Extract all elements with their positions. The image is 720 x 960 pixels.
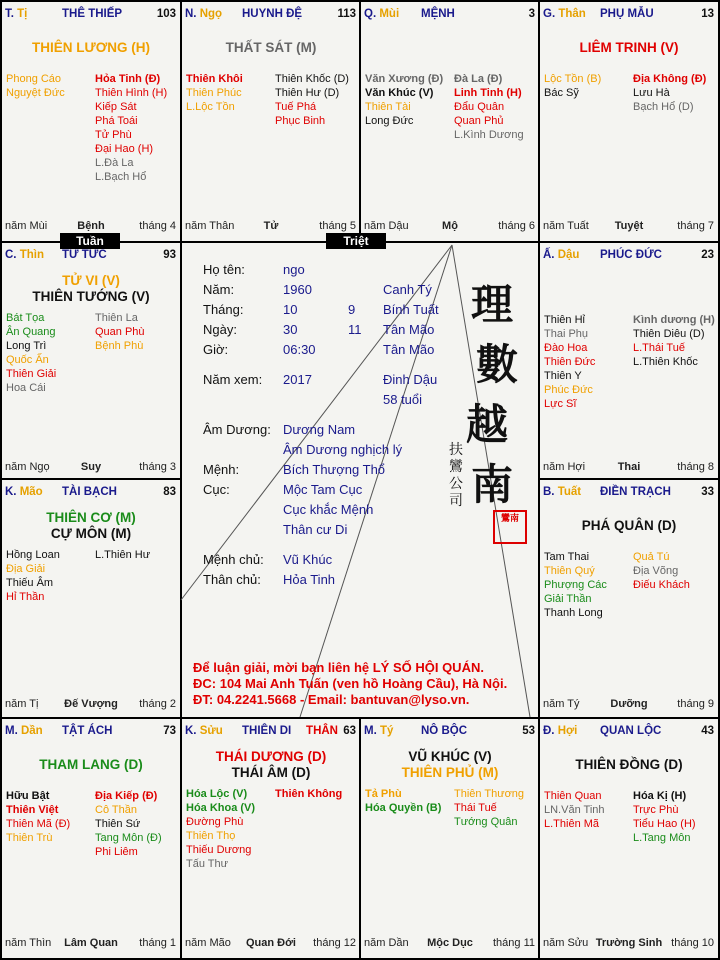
triet-tag: Triệt <box>326 233 386 249</box>
branch-chi: Tuất <box>557 486 582 498</box>
menh-value: Bích Thượng Thổ <box>283 462 386 477</box>
palace-name: QUAN LỘC <box>600 725 662 737</box>
palace-number: 53 <box>522 725 535 737</box>
gio-can-chi: Tân Mão <box>383 342 435 357</box>
minor-star: Địa Không (Đ) <box>633 73 707 85</box>
minor-star: Tử Phù <box>95 129 132 141</box>
palace-name: PHỤ MẪU <box>600 8 654 20</box>
palace-cycle: Tử <box>263 220 279 232</box>
palace-month: tháng 4 <box>139 220 176 232</box>
am-duong-note: Âm Dương nghịch lý <box>283 442 403 457</box>
tuoi-value: 58 tuổi <box>383 392 423 407</box>
minor-stars-right <box>275 787 342 801</box>
nam-value: 1960 <box>283 282 312 297</box>
minor-star: Lực Sĩ <box>544 398 577 410</box>
palace-year: năm Tị <box>5 698 39 710</box>
center-info-panel <box>181 242 538 717</box>
minor-stars-left <box>6 311 56 395</box>
minor-stars-right <box>454 787 524 829</box>
small-calligraphy-char: 鸞 <box>449 459 463 475</box>
palace-number: 3 <box>528 8 535 20</box>
minor-star: Quả Tú <box>633 551 670 563</box>
palace-tuat[interactable] <box>540 480 718 718</box>
am-duong-label: Âm Dương: <box>203 422 271 437</box>
branch-can: M. <box>364 725 377 737</box>
nam-label: Năm: <box>203 282 235 297</box>
minor-star: Thiên Quan <box>544 790 602 802</box>
branch-chi: Tý <box>379 725 394 737</box>
minor-star: Bạch Hổ (D) <box>633 101 694 113</box>
palace-year: năm Ngọ <box>5 461 50 473</box>
thang-label: Tháng: <box>203 302 244 317</box>
minor-star: Địa Giải <box>6 563 46 575</box>
gio-label: Giờ: <box>203 342 229 357</box>
minor-star: Địa Võng <box>633 565 679 577</box>
nam-xem-can-chi: Đinh Dậu <box>383 372 438 387</box>
palace-month: tháng 12 <box>313 937 356 949</box>
minor-star: Hữu Bật <box>6 790 50 802</box>
palace-cycle: Thai <box>617 461 641 473</box>
branch-chi: Tị <box>17 8 28 20</box>
palace-number: 73 <box>163 725 176 737</box>
minor-star: Phục Binh <box>275 115 326 127</box>
minor-star: Tả Phù <box>365 788 402 800</box>
minor-star: Thiên Giải <box>6 368 57 380</box>
minor-star: Tuế Phá <box>275 101 317 113</box>
main-star: THIÊN CƠ (M) <box>46 510 136 525</box>
palace-month: tháng 6 <box>498 220 535 232</box>
ngay-label: Ngày: <box>203 322 237 337</box>
minor-star: Quan Phù <box>95 326 145 338</box>
minor-star: Kiếp Sát <box>95 101 137 113</box>
minor-star: Thái Tuế <box>454 802 497 814</box>
palace-month: tháng 11 <box>492 937 535 949</box>
palace-year: năm Dần <box>364 937 409 949</box>
branch-chi: Dậu <box>557 249 580 261</box>
palace-cycle: Tuyệt <box>614 220 644 232</box>
palace-ty[interactable] <box>361 719 539 957</box>
palace-suu[interactable] <box>182 719 360 957</box>
branch-can: N. <box>185 8 197 20</box>
palace-name: TỬ TỨC <box>62 249 107 261</box>
palace-dan[interactable] <box>2 719 180 957</box>
palace-name: ĐIỀN TRẠCH <box>600 486 671 498</box>
main-star: THÁI DƯƠNG (D) <box>215 749 327 764</box>
palace-cycle: Mộ <box>442 220 458 232</box>
thang-can-chi: Bính Tuất <box>383 302 439 317</box>
palace-cycle: Mộc Dục <box>427 937 473 949</box>
palace-number: 33 <box>701 486 714 498</box>
branch-can: T. <box>5 8 14 20</box>
minor-star: Hóa Kị (H) <box>633 790 687 802</box>
minor-star: Thiên Diêu (D) <box>633 328 705 340</box>
minor-star: Thiên Việt <box>6 804 59 816</box>
thang-value: 10 <box>283 302 298 317</box>
minor-star: Thiên Thương <box>454 788 525 800</box>
minor-stars-right <box>454 72 524 142</box>
main-star: CỰ MÔN (M) <box>50 526 132 541</box>
minor-star: Cô Thần <box>95 804 137 816</box>
minor-stars-right <box>275 72 349 128</box>
branch-can: G. <box>543 8 556 20</box>
palace-name: TẬT ÁCH <box>62 725 113 737</box>
palace-branch <box>543 8 586 20</box>
tuan-tag: Tuần <box>60 233 120 249</box>
minor-stars-right <box>633 550 690 592</box>
palace-cycle: Dưỡng <box>610 698 648 710</box>
palace-thin[interactable] <box>2 243 180 481</box>
minor-star: Thiên Hỉ <box>544 314 585 326</box>
minor-stars-left <box>544 789 605 831</box>
minor-stars-left <box>544 550 607 620</box>
minor-star: Đào Hoa <box>544 342 588 354</box>
palace-mao[interactable] <box>2 480 180 718</box>
minor-star: L.Thiên Mã <box>544 818 600 830</box>
main-star: THIÊN PHỦ (M) <box>401 765 499 780</box>
minor-star: Thiên Hình (H) <box>95 87 168 99</box>
than-cu: Thân cư Di <box>283 522 348 537</box>
nam-can-chi: Canh Tý <box>383 282 432 297</box>
minor-star: Thiên Đức <box>544 356 596 368</box>
menh-chu-label: Mệnh chủ: <box>203 552 264 567</box>
minor-star: Tấu Thư <box>186 858 229 870</box>
minor-stars-right <box>633 313 715 369</box>
branch-chi: Mão <box>19 486 43 498</box>
palace-branch <box>543 486 581 498</box>
main-star: THÁI ÂM (D) <box>231 765 311 780</box>
palace-ngo[interactable] <box>182 2 360 240</box>
branch-chi: Hợi <box>557 725 578 737</box>
ho-ten-label: Họ tên: <box>203 262 245 277</box>
branch-chi: Mùi <box>379 8 400 20</box>
palace-year: năm Thìn <box>5 937 52 949</box>
minor-star: L.Thái Tuế <box>633 342 685 354</box>
palace-number: 13 <box>701 8 714 20</box>
minor-star: Tiểu Hao (H) <box>633 818 696 830</box>
minor-star: Lộc Tồn (B) <box>544 73 602 85</box>
branch-can: K. <box>185 725 197 737</box>
contact-line-3[interactable]: ĐT: 04.2241.5668 - Email: bantuvan@lyso.vn. <box>193 692 470 707</box>
minor-star: Thiên Khốc (D) <box>275 73 349 85</box>
palace-name: MỆNH <box>421 8 455 20</box>
palace-month: tháng 3 <box>139 461 176 473</box>
minor-star: Thiên Không <box>275 788 343 800</box>
minor-stars-left <box>544 313 595 411</box>
branch-can: C. <box>5 249 17 261</box>
palace-year: năm Dậu <box>364 220 409 232</box>
minor-star: Thiếu Dương <box>186 844 252 856</box>
minor-star: LN.Văn Tinh <box>544 804 605 816</box>
minor-stars-left <box>365 72 443 128</box>
palace-month: tháng 7 <box>677 220 714 232</box>
main-star: LIÊM TRINH (V) <box>579 40 679 55</box>
minor-stars-left <box>186 72 243 114</box>
main-star: TỬ VI (V) <box>62 273 120 288</box>
minor-stars-right <box>633 789 696 845</box>
palace-month: tháng 8 <box>677 461 714 473</box>
palace-cycle: Quan Đới <box>246 937 296 949</box>
minor-star: Thiên Tài <box>365 101 411 113</box>
than-chu-label: Thân chủ: <box>203 572 261 587</box>
minor-star: Thiên Mã (Đ) <box>6 818 71 830</box>
palace-year: năm Sửu <box>543 937 589 949</box>
minor-star: Thai Phụ <box>544 328 589 340</box>
minor-star: L.Thiên Khốc <box>633 356 698 368</box>
cuc-label: Cục: <box>203 482 230 497</box>
minor-star: Phúc Đức <box>544 384 593 396</box>
minor-star: Tướng Quân <box>454 816 518 828</box>
branch-can: Đ. <box>543 725 555 737</box>
palace-ti[interactable] <box>2 2 180 240</box>
minor-stars-left <box>544 72 601 100</box>
minor-stars-right <box>95 311 145 353</box>
thang-am: 9 <box>348 302 356 317</box>
main-star: VŨ KHÚC (V) <box>408 749 492 764</box>
minor-star: Đại Hao (H) <box>95 143 154 155</box>
minor-star: Nguyệt Đức <box>6 87 65 99</box>
palace-number: 23 <box>701 249 714 261</box>
ngay-am: 11 <box>348 322 362 337</box>
palace-hoi[interactable] <box>540 719 718 957</box>
palace-cycle: Đế Vượng <box>64 698 118 710</box>
minor-star: Hỉ Thần <box>6 591 45 603</box>
minor-stars-right <box>95 789 162 859</box>
calligraphy-char: 數 <box>476 340 519 389</box>
minor-star: L.Đà La <box>95 157 134 169</box>
palace-number: 103 <box>156 8 176 20</box>
palace-name: THÊ THIẾP <box>62 8 123 20</box>
nam-xem-label: Năm xem: <box>203 372 263 387</box>
palace-name: NÔ BỘC <box>421 725 467 737</box>
minor-stars-left <box>6 72 65 100</box>
palace-number: 43 <box>701 725 714 737</box>
minor-stars-left <box>186 787 255 871</box>
minor-star: Thiên Thọ <box>186 830 236 842</box>
minor-star: Thiên La <box>95 312 138 324</box>
minor-star: Thanh Long <box>544 607 603 619</box>
minor-star: Đường Phù <box>186 816 244 828</box>
main-star: THAM LANG (D) <box>39 757 143 772</box>
branch-can: B. <box>543 486 555 498</box>
small-calligraphy-char: 扶 <box>449 442 463 458</box>
minor-stars-right <box>633 72 706 114</box>
minor-star: L.Lộc Tồn <box>186 101 235 113</box>
palace-name: TÀI BẠCH <box>62 486 117 498</box>
minor-star: L.Tang Môn <box>633 832 691 844</box>
palace-mui[interactable] <box>361 2 539 240</box>
contact-line-2: ĐC: 104 Mai Anh Tuấn (ven hồ Hoàng Cầu), Hà Nội. <box>193 676 508 691</box>
palace-name: HUYNH ĐỆ <box>242 8 303 20</box>
minor-star: Văn Xương (Đ) <box>365 73 444 85</box>
main-star: THIÊN ĐỒNG (D) <box>575 757 683 772</box>
minor-star: Long Trì <box>6 340 47 352</box>
palace-year: năm Thân <box>185 220 235 232</box>
ngay-value: 30 <box>283 322 298 337</box>
palace-dau[interactable] <box>540 243 718 481</box>
main-star: THIÊN TƯỚNG (V) <box>32 289 150 304</box>
palace-branch <box>5 249 44 261</box>
main-star: PHÁ QUÂN (D) <box>581 518 677 533</box>
minor-star: Thiên Sứ <box>95 818 141 830</box>
minor-star: Bác Sỹ <box>544 87 579 99</box>
contact-line-1: Để luận giải, mời bạn liên hệ LÝ SỐ HỘI QUÁN. <box>193 660 484 675</box>
palace-number: 63 <box>343 725 356 737</box>
palace-month: tháng 9 <box>677 698 714 710</box>
minor-star: Quốc Ấn <box>6 354 49 366</box>
main-star: THIÊN LƯƠNG (H) <box>32 40 150 55</box>
palace-cycle: Bệnh <box>77 220 105 232</box>
minor-star: Trực Phù <box>633 804 679 816</box>
than-chu-value: Hỏa Tinh <box>283 572 336 587</box>
minor-star: Hồng Loan <box>6 549 60 561</box>
palace-number: 113 <box>337 8 356 20</box>
branch-can: M. <box>5 725 18 737</box>
branch-can: K. <box>5 486 17 498</box>
minor-stars-right <box>95 72 167 184</box>
minor-star: Hóa Khoa (V) <box>186 802 256 814</box>
calligraphy-char: 越 <box>466 400 509 449</box>
palace-cycle: Trường Sinh <box>595 937 663 949</box>
branch-chi: Thìn <box>19 249 44 261</box>
gio-value: 06:30 <box>283 342 316 357</box>
minor-star: Lưu Hà <box>633 87 670 99</box>
minor-stars-left <box>6 789 70 845</box>
minor-star: Hóa Quyền (B) <box>365 802 442 814</box>
palace-number: 93 <box>163 249 176 261</box>
minor-star: Hoa Cái <box>6 382 46 394</box>
minor-star: Văn Khúc (V) <box>365 87 434 99</box>
minor-star: Kình dương (H) <box>633 314 715 326</box>
minor-star: Hỏa Tinh (Đ) <box>95 73 161 85</box>
palace-branch <box>364 8 399 20</box>
palace-than[interactable] <box>540 2 718 240</box>
palace-month: tháng 2 <box>139 698 176 710</box>
cuc-note: Cục khắc Mệnh <box>283 502 374 517</box>
minor-star: Địa Kiếp (Đ) <box>95 790 158 802</box>
nam-xem-value: 2017 <box>283 372 312 387</box>
minor-star: Thiên Quý <box>544 565 595 577</box>
branch-chi: Thân <box>558 8 586 20</box>
palace-year: năm Hợi <box>543 461 586 473</box>
minor-star: Thiên Phúc <box>186 87 242 99</box>
menh-label: Mệnh: <box>203 462 240 477</box>
minor-star: Hóa Lộc (V) <box>186 788 248 800</box>
palace-year: năm Mùi <box>5 220 48 232</box>
palace-year: năm Tuất <box>543 220 589 232</box>
minor-star: Phong Cáo <box>6 73 62 85</box>
minor-star: Ân Quang <box>6 326 56 338</box>
palace-year: năm Mão <box>185 937 231 949</box>
palace-branch <box>543 249 579 261</box>
palace-month: tháng 1 <box>139 937 176 949</box>
minor-star: Thiên Y <box>544 370 582 382</box>
minor-star: Thiên Hư (D) <box>275 87 340 99</box>
minor-stars-left <box>6 548 60 604</box>
small-calligraphy <box>449 442 463 510</box>
palace-month: tháng 10 <box>671 937 714 949</box>
minor-star: Bệnh Phù <box>95 340 144 352</box>
calligraphy-char: 南 <box>471 460 514 509</box>
palace-cycle: Lâm Quan <box>64 937 118 949</box>
palace-number: 83 <box>163 486 176 498</box>
minor-star: Phá Toái <box>95 115 138 127</box>
minor-star: Phượng Các <box>544 579 607 591</box>
minor-star: Quan Phủ <box>454 115 504 127</box>
minor-star: Tam Thai <box>544 551 590 563</box>
minor-star: Long Đức <box>365 115 414 127</box>
ho-ten-value: ngo <box>283 262 305 277</box>
small-calligraphy-char: 司 <box>449 493 463 509</box>
palace-month: tháng 5 <box>319 220 356 232</box>
branch-can: Q. <box>364 8 377 20</box>
menh-chu-value: Vũ Khúc <box>283 552 333 567</box>
than-tag: THÂN <box>306 725 338 737</box>
cuc-value: Mộc Tam Cục <box>283 482 363 497</box>
branch-can: Ấ. <box>543 249 555 261</box>
minor-star: Thiếu Âm <box>6 577 54 589</box>
ngay-can-chi: Tân Mão <box>383 322 435 337</box>
palace-year: năm Tý <box>543 698 580 710</box>
palace-branch <box>5 8 27 20</box>
palace-branch <box>185 725 223 737</box>
palace-name: THIÊN DI <box>242 725 292 737</box>
palace-name: PHÚC ĐỨC <box>600 249 662 261</box>
am-duong-value: Dương Nam <box>283 422 356 437</box>
small-calligraphy-char: 公 <box>449 476 463 492</box>
palace-branch <box>543 725 577 737</box>
minor-star: L.Bạch Hổ <box>95 171 147 183</box>
calligraphy-char: 理 <box>471 280 514 329</box>
minor-star: Điếu Khách <box>633 579 690 591</box>
minor-star: Thiên Trù <box>6 832 53 844</box>
minor-star: Phi Liêm <box>95 846 138 858</box>
palace-branch <box>5 725 43 737</box>
minor-stars-left <box>365 787 441 815</box>
branch-chi: Sửu <box>199 725 223 737</box>
minor-star: L.Kình Dương <box>454 129 524 141</box>
minor-star: Giải Thần <box>544 593 592 605</box>
branch-chi: Ngọ <box>199 8 223 20</box>
minor-star: Linh Tinh (H) <box>454 87 522 99</box>
palace-branch <box>364 725 393 737</box>
minor-star: Bát Tọa <box>6 312 45 324</box>
main-star: THẤT SÁT (M) <box>225 40 317 55</box>
minor-star: Tang Môn (Đ) <box>95 832 162 844</box>
red-seal: 鸞南 <box>493 510 527 544</box>
minor-star: L.Thiên Hư <box>95 549 151 561</box>
minor-star: Đẩu Quân <box>454 101 505 113</box>
palace-branch <box>185 8 222 20</box>
branch-chi: Dần <box>20 725 43 737</box>
palace-branch <box>5 486 43 498</box>
palace-cycle: Suy <box>80 461 102 473</box>
minor-stars-right <box>95 548 150 562</box>
minor-star: Thiên Khôi <box>186 73 243 85</box>
minor-star: Đà La (Đ) <box>454 73 503 85</box>
